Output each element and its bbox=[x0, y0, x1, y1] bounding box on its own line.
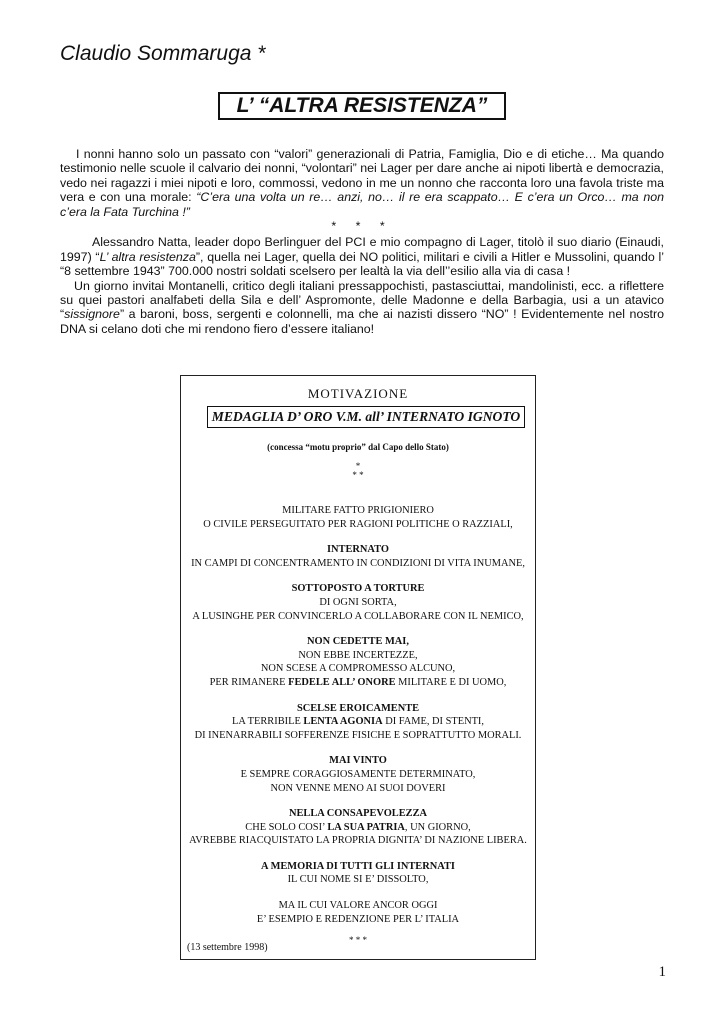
citation-header: MOTIVAZIONE bbox=[307, 386, 409, 401]
article-title: L’ “ALTRA RESISTENZA” bbox=[218, 92, 506, 120]
author-name: Claudio Sommaruga * bbox=[60, 42, 266, 65]
paragraph-3 bbox=[60, 279, 664, 337]
citation-line: MA IL CUI VALORE ANCOR OGGI bbox=[278, 900, 438, 912]
citation-line bbox=[181, 676, 535, 690]
citation-text: LA TERRIBILE bbox=[232, 716, 304, 728]
citation-subtitle: (concessa “motu proprio” dal Capo dello Stato) bbox=[267, 442, 449, 452]
article-body bbox=[60, 147, 664, 336]
citation-heading: SCELSE EROICAMENTE bbox=[296, 702, 420, 714]
paragraph-3-text-b: ” a baroni, boss, sergenti e colonnelli, ma che ai nazisti dissero “NO” ! Evidentemente nel nostro DNA si celano doti che mi rendono fiero d’essere italiano! bbox=[60, 307, 664, 336]
citation-line bbox=[181, 715, 535, 729]
paragraph-2 bbox=[60, 235, 664, 278]
citation-section bbox=[181, 860, 535, 887]
citation-section bbox=[181, 899, 535, 948]
citation-text: , UN GIORNO, bbox=[404, 821, 471, 833]
citation-section bbox=[181, 635, 535, 689]
medal-citation-scan bbox=[180, 375, 536, 960]
citation-line: O CIVILE PERSEGUITATO PER RAGIONI POLITICHE O RAZZIALI, bbox=[203, 518, 513, 530]
citation-text: PER RIMANERE bbox=[209, 676, 289, 688]
citation-heading: SOTTOPOSTO A TORTURE bbox=[291, 583, 425, 595]
paragraph-3-text-a: Un giorno invitai Montanelli, critico degli italiani pressappochisti, pastasciuttai, mandolinisti, ecc. a riflettere su quei pastori analfabeti della Sila e dell’ Aspromonte, delle Madonne e della Barbagia, usi a un atavico “ bbox=[60, 278, 664, 322]
paragraph-2-text-a: Alessandro Natta, leader dopo Berlinguer del PCI e mio compagno di Lager, titolò il suo diario (Einaudi, 1997) “ bbox=[60, 235, 664, 264]
asterism-top: * bbox=[355, 461, 361, 471]
citation-line: MILITARE FATTO PRIGIONIERO bbox=[282, 505, 434, 516]
citation-section bbox=[181, 807, 535, 848]
citation-line: NON VENNE MENO AI SUOI DOVERI bbox=[270, 782, 446, 794]
asterism bbox=[181, 462, 535, 480]
medal-title: MEDAGLIA D’ ORO V.M. all’ INTERNATO IGNOTO bbox=[207, 406, 525, 428]
citation-line: DI OGNI SORTA, bbox=[319, 596, 397, 608]
citation-emphasis: LA SUA PATRIA bbox=[327, 821, 405, 833]
citation-heading: MAI VINTO bbox=[329, 755, 387, 767]
citation-section bbox=[181, 543, 535, 570]
paragraph-3-word: sissignore bbox=[64, 307, 120, 322]
paragraph-1-quote: “C’era una volta un re… anzi, no… il re era scappato… E c’era un Orco… ma non c’era la Fata Turchina !” bbox=[60, 190, 664, 219]
asterism-bottom: * * bbox=[352, 470, 364, 480]
paragraph-2-book-title: L’ altra resistenza bbox=[99, 249, 196, 264]
citation-section bbox=[181, 702, 535, 743]
citation-heading: NON CEDETTE MAI, bbox=[307, 636, 409, 648]
citation-text: MILITARE E DI UOMO, bbox=[395, 676, 507, 688]
citation-heading: NELLA CONSAPEVOLEZZA bbox=[288, 808, 428, 820]
paragraph-2-text-b: ”, quella nei Lager, quella dei NO politici, militari e civili a Hitler e Mussolini, quando l’ “8 settembre 1943” 700.000 nostri soldati scelsero per lealtà la via dell’’esilio alla via di casa ! bbox=[60, 249, 664, 279]
citation-heading: INTERNATO bbox=[327, 544, 389, 556]
citation-body bbox=[181, 504, 535, 960]
section-separator: * * * bbox=[331, 219, 393, 234]
paragraph-1 bbox=[60, 147, 664, 219]
citation-heading: A MEMORIA DI TUTTI GLI INTERNATI bbox=[261, 860, 455, 872]
citation-line: IN CAMPI DI CONCENTRAMENTO IN CONDIZIONI DI VITA INUMANE, bbox=[191, 557, 525, 569]
citation-line: NON EBBE INCERTEZZE, bbox=[298, 649, 418, 661]
citation-line: DI INENARRABILI SOFFERENZE FISICHE E SOPRATTUTTO MORALI. bbox=[194, 729, 522, 741]
citation-text: CHE SOLO COSI’ bbox=[245, 821, 328, 833]
citation-date: (13 settembre 1998) bbox=[187, 942, 268, 953]
citation-section bbox=[181, 754, 535, 795]
page-number: 1 bbox=[658, 964, 666, 980]
citation-line: E SEMPRE CORAGGIOSAMENTE DETERMINATO, bbox=[240, 768, 476, 780]
citation-emphasis: FEDELE ALL’ ONORE bbox=[288, 676, 396, 688]
citation-section bbox=[181, 504, 535, 531]
citation-line: A LUSINGHE PER CONVINCERLO A COLLABORARE CON IL NEMICO, bbox=[192, 610, 524, 622]
citation-emphasis: LENTA AGONIA bbox=[303, 716, 383, 728]
paragraph-1-text: I nonni hanno solo un passato con “valori” generazionali di Patria, Famiglia, Dio e di etiche… Ma quando testimonio nelle scuole il calvario dei nonni, “volontari” nei Lager per dare anche ai nipoti libertà e democrazia, vedo nei ragazzi i miei nipoti e loro, commossi, vedono in me un nonno che racconta loro una favola triste ma vera e con una morale: bbox=[60, 147, 664, 205]
asterism-end: * * * bbox=[349, 935, 367, 946]
citation-line: IL CUI NOME SI E’ DISSOLTO, bbox=[287, 874, 429, 886]
citation-line bbox=[181, 821, 535, 835]
citation-line: E’ ESEMPIO E REDENZIONE PER L’ ITALIA bbox=[256, 913, 460, 925]
citation-text: DI FAME, DI STENTI, bbox=[382, 716, 484, 728]
citation-line: AVREBBE RIACQUISTATO LA PROPRIA DIGNITA’ DI NAZIONE LIBERA. bbox=[189, 835, 527, 847]
citation-line: NON SCESE A COMPROMESSO ALCUNO, bbox=[260, 663, 456, 675]
citation-section bbox=[181, 582, 535, 623]
